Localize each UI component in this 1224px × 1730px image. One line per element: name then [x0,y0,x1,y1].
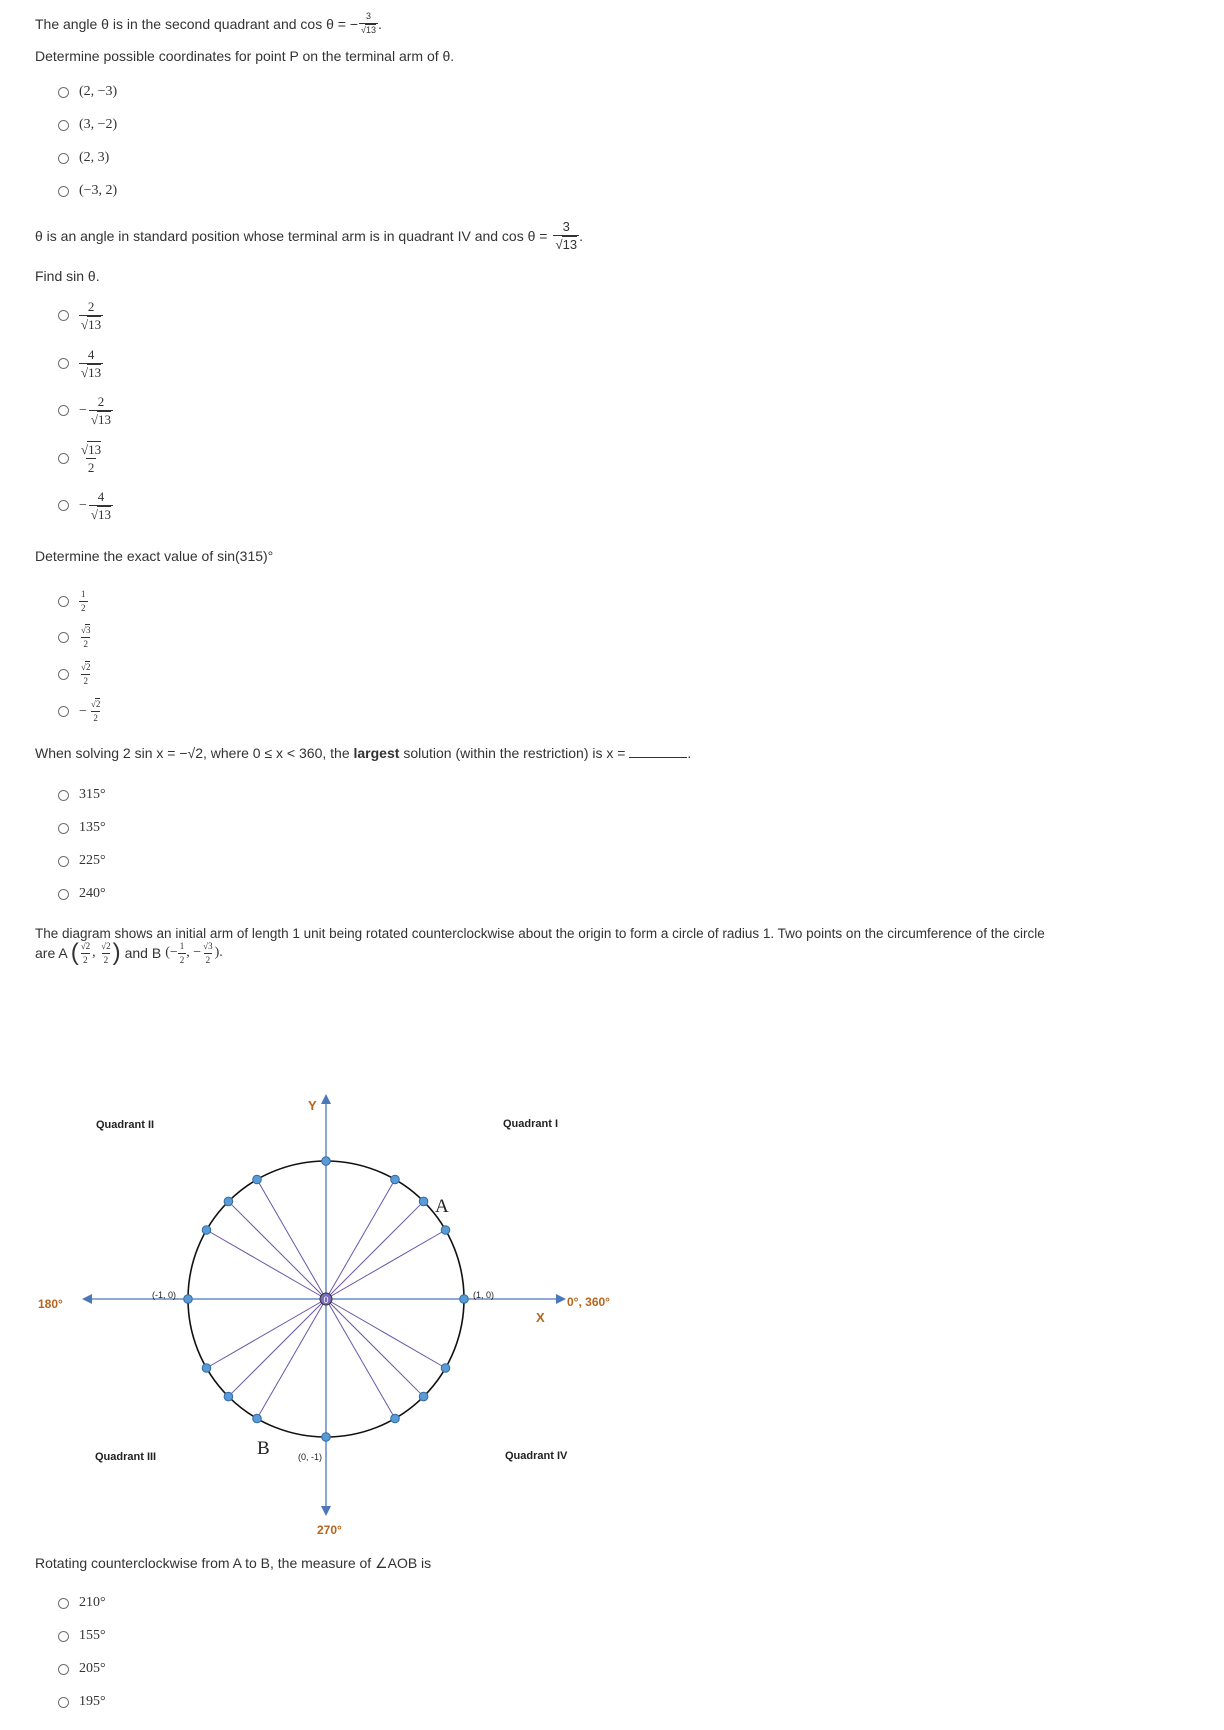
radius-spoke [326,1299,424,1397]
q3-prompt: Determine the exact value of sin(315)° [35,548,274,564]
radius-spoke [228,1201,326,1299]
option-label: 155° [79,1628,106,1643]
circle-point [184,1295,193,1304]
circle-point [253,1175,262,1184]
q2-cos-fraction: $\frac{3}{√13}$ [555,219,578,252]
option-label: 315° [79,787,106,802]
circle-point [419,1392,428,1401]
radius-spoke [326,1230,446,1299]
radio-button[interactable] [58,1631,69,1642]
q2-question: Find sin θ. [35,268,100,284]
q5-option-1[interactable] [58,1595,106,1611]
circle-point [419,1197,428,1206]
radius-spoke [257,1299,326,1419]
q5-question: Rotating counterclockwise from A to B, the measure of ∠AOB is [35,1555,432,1571]
q2-text-a: θ is an angle in standard position whose terminal arm is in quadrant IV and cos θ = [35,227,548,244]
angle-0-360-label: 0°, 360° [567,1295,610,1309]
circle-point [202,1226,211,1235]
radius-spoke [326,1299,446,1368]
option-label: (−3, 2) [79,183,118,198]
option-fraction: $\frac{√13}{2}$ [81,442,102,475]
circle-point [322,1433,331,1442]
circle-point [460,1295,469,1304]
origin-label: 0 [323,1295,329,1305]
option-label: (3, −2) [79,117,118,132]
radius-spoke [206,1299,326,1368]
radius-spoke [228,1299,326,1397]
option-label: 225° [79,853,106,868]
point-b-y: $\frac{√3}{2}$ [203,940,213,965]
option-fraction: $\frac{1}{2}$ [81,589,86,613]
quadrant-i-label: Quadrant I [503,1118,559,1130]
option-label: 135° [79,820,106,835]
q5-intro-line1: The diagram shows an initial arm of length 1 unit being rotated counterclockwise about the origin to form a circle of radius 1. Two points on the circumference of the circle [35,926,1045,941]
q4-prompt: When solving 2 sin x = −√2, where 0 ≤ x < 360, the largest solution (within the restriction) is x = . [35,745,692,761]
x-axis-label: X [536,1310,545,1325]
radius-spoke [206,1230,326,1299]
point-a-x: $\frac{√2}{2}$ [80,940,91,965]
angle-180-label: 180° [38,1297,63,1311]
option-fraction: $\frac{4}{√13}$ [90,489,112,522]
option-sign: − [79,703,87,719]
q2-prompt: θ is an angle in standard position whose terminal arm is in quadrant IV and cos θ = $\frac{3}{√13}$ . [35,219,583,252]
q1-question: Determine possible coordinates for point P on the terminal arm of θ. [35,48,455,64]
q5-option-2[interactable] [58,1628,106,1644]
circle-point [224,1392,233,1401]
point-0-neg1-label: (0, -1) [298,1452,323,1462]
radius-spoke [326,1179,395,1299]
q1-cos-fraction: $\frac{3}{√13}$ [361,11,376,35]
quadrant-iv-label: Quadrant IV [505,1450,568,1462]
circle-point [253,1414,262,1423]
radius-spoke [326,1299,395,1419]
circle-point [322,1157,331,1166]
quadrant-ii-label: Quadrant II [96,1119,155,1131]
option-label: (2, 3) [79,150,110,165]
x-axis-left-arrow [82,1294,92,1304]
option-label: 210° [79,1595,106,1610]
y-axis-down-arrow [321,1506,331,1516]
option-fraction: $\frac{2}{√13}$ [81,299,102,332]
angle-270-label: 270° [317,1523,342,1537]
point-b-label: B [257,1438,270,1459]
q5-intro-line2: are A ( $\frac{√2}{2}$ , $\frac{√2}{2}$ ) and B (− $\frac{1}{2}$ , − $\frac{√3}{2}$ ). [35,939,223,966]
option-fraction: $\frac{2}{√13}$ [90,394,112,427]
circle-point [224,1197,233,1206]
radio-button[interactable] [58,1697,69,1708]
point-a-label: A [435,1196,449,1217]
q5-option-4[interactable] [58,1694,106,1710]
option-fraction: $\frac{√3}{2}$ [81,625,91,649]
point-neg1-0-label: (-1, 0) [152,1290,177,1300]
option-fraction: $\frac{√2}{2}$ [90,699,101,723]
circle-point [441,1226,450,1235]
radio-button[interactable] [58,1598,69,1609]
circle-point [441,1364,450,1373]
y-axis-up-arrow [321,1094,331,1104]
y-axis-label: Y [308,1098,317,1113]
radius-spoke [326,1201,424,1299]
option-fraction: $\frac{4}{√13}$ [81,347,102,380]
point-b-x: $\frac{1}{2}$ [179,940,185,965]
option-label: (2, −3) [79,84,118,99]
circle-point [391,1414,400,1423]
point-1-0-label: (1, 0) [473,1290,495,1300]
circle-point [391,1175,400,1184]
option-sign: − [79,497,87,513]
option-label: 240° [79,886,106,901]
option-fraction: $\frac{√2}{2}$ [81,662,91,686]
point-a-y: $\frac{√2}{2}$ [101,940,111,965]
q1-prompt: The angle θ is in the second quadrant and cos θ = − $\frac{3}{√13}$ . [35,11,382,35]
option-label: 205° [79,1661,106,1676]
q5-option-3[interactable] [58,1661,106,1677]
circle-point [202,1364,211,1373]
x-axis-right-arrow [556,1294,566,1304]
q1-text-a: The angle θ is in the second quadrant and cos θ = − [35,15,359,32]
radius-spoke [257,1179,326,1299]
option-label: 195° [79,1694,106,1709]
quadrant-iii-label: Quadrant III [95,1451,157,1463]
radio-button[interactable] [58,1664,69,1675]
option-sign: − [79,402,87,418]
